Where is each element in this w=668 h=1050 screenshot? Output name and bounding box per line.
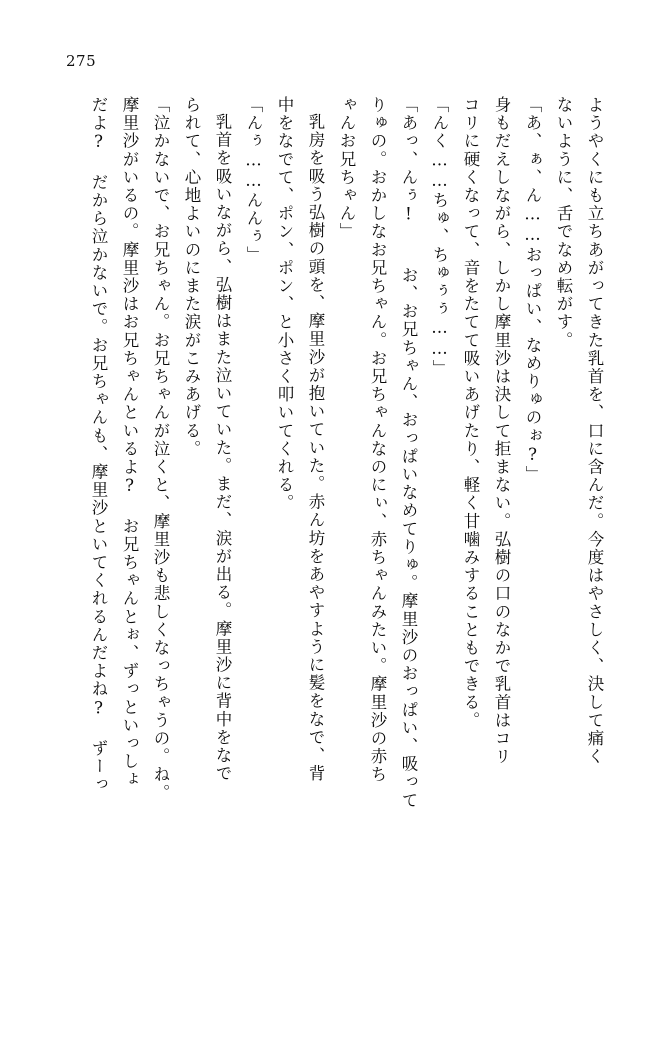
text-line: 「あ、ぁ、ん……おっぱい、なめりゅのぉ?」 <box>523 96 542 484</box>
text-line: ゃんお兄ちゃん」 <box>337 96 356 241</box>
text-line: 摩里沙がいるの。摩里沙はお兄ちゃんといるよ? お兄ちゃんとぉ、ずっといっしょ <box>120 96 139 789</box>
text-line: コリに硬くなって、音をたてて吸いあげたり、軽く甘噛みすることもできる。 <box>461 96 480 730</box>
text-line: だよ? だから泣かないで。お兄ちゃんも、摩里沙といてくれるんだよね? ずーっ <box>89 96 108 794</box>
text-line: 乳房を吸う弘樹の頭を、摩里沙が抱いていた。赤ん坊をあやすように髪をなで、背 <box>306 113 325 783</box>
text-line: 「あっ、んぅ! お、お兄ちゃん、おっぱいなめてりゅ。摩里沙のおっぱい、吸って <box>399 96 418 810</box>
text-line: 乳首を吸いながら、弘樹はまた泣いていた。まだ、涙が出る。摩里沙に背中をなで <box>213 113 232 783</box>
page-number: 275 <box>66 52 97 70</box>
text-line: 中をなでて、ポン、ポン、と小さく叩いてくれる。 <box>275 96 294 513</box>
vertical-text-body <box>50 96 610 1006</box>
text-line: りゅの。おかしなお兄ちゃん。お兄ちゃんなのにぃ、赤ちゃんみたい。摩里沙の赤ち <box>368 96 387 784</box>
text-line: 「んく……ちゅ、ちゅぅぅ……」 <box>430 96 449 378</box>
text-line: 「泣かないで、お兄ちゃん。お兄ちゃんが泣くと、摩里沙も悲しくなっちゃうの。ね。 <box>151 96 170 802</box>
text-line: 「んぅ……んんぅ」 <box>244 96 263 264</box>
text-line: ようやくにも立ちあがってきた乳首を、口に含んだ。今度はやさしく、決して痛く <box>585 96 604 766</box>
text-line: られて、心地よいのにまた涙がこみあげる。 <box>182 96 201 458</box>
text-line: ないように、舌でなめ転がす。 <box>554 96 573 350</box>
text-line: 身もだえしながら、しかし摩里沙は決して拒まない。弘樹の口のなかで乳首はコリ <box>492 96 511 766</box>
